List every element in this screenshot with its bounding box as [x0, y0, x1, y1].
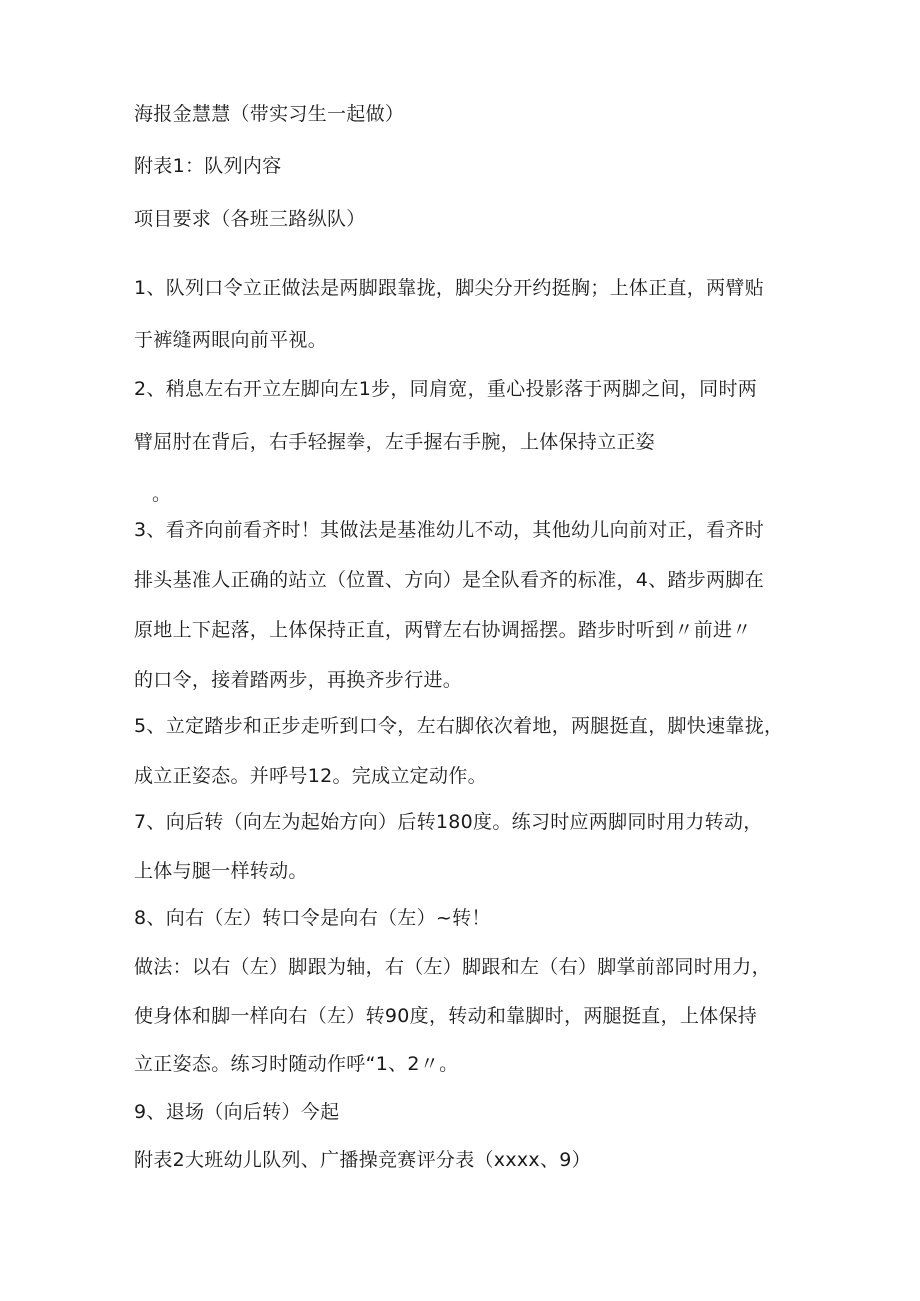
text-line: 使身体和脚一样向右（左）转90度，转动和靠脚时，两腿挺直，上体保持: [134, 1005, 758, 1027]
text-line: 成立正姿态。并呼号12。完成立定动作。: [134, 765, 487, 787]
project-requirements-heading: 项目要求（各班三路纵队）: [134, 208, 366, 230]
text-line: 排头基准人正确的站立（位置、方向）是全队看齐的标准，4、踏步两脚在: [134, 569, 764, 591]
text-line: 臂屈肘在背后，右手轻握拳，左手握右手腕，上体保持立正姿: [134, 431, 656, 453]
text-line: 立正姿态。练习时随动作呼“1、2〃。: [134, 1053, 459, 1075]
text-line: 1、队列口令立正做法是两脚跟靠拢，脚尖分开约挺胸；上体正直，两臂贴: [134, 277, 764, 299]
text-line: 2、稍息左右开立左脚向左1步，同肩宽，重心投影落于两脚之间，同时两: [134, 378, 758, 400]
appendix-2-heading: 附表2大班幼儿队列、广播操竞赛评分表（xxxx、9）: [134, 1149, 591, 1171]
text-line: 于裤缝两眼向前平视。: [134, 329, 328, 351]
text-line: 3、看齐向前看齐时！其做法是基准幼儿不动，其他幼儿向前对正，看齐时: [134, 519, 764, 541]
text-line: 的口令，接着踏两步，再换齐步行进。: [134, 669, 463, 691]
text-line: 。: [152, 483, 172, 505]
text-line: 8、向右（左）转口令是向右（左）~转！: [134, 907, 491, 929]
text-line: 5、立定踏步和正步走听到口令，左右脚依次着地，两腿挺直，脚快速靠拢，: [134, 715, 784, 737]
text-line: 做法：以右（左）脚跟为轴，右（左）脚跟和左（右）脚掌前部同时用力，: [134, 956, 771, 978]
text-line: 原地上下起落，上体保持正直，两臂左右协调摇摆。踏步时听到〃前进〃: [134, 619, 752, 641]
document-title: 海报金慧慧（带实习生一起做）: [134, 103, 405, 125]
text-line: 9、退场（向后转）今起: [134, 1101, 340, 1123]
text-line: 7、向后转（向左为起始方向）后转180度。练习时应两脚同时用力转动，: [134, 811, 763, 833]
text-line: 上体与腿一样转动。: [134, 860, 308, 882]
appendix-1-heading: 附表1：队列内容: [134, 155, 282, 177]
